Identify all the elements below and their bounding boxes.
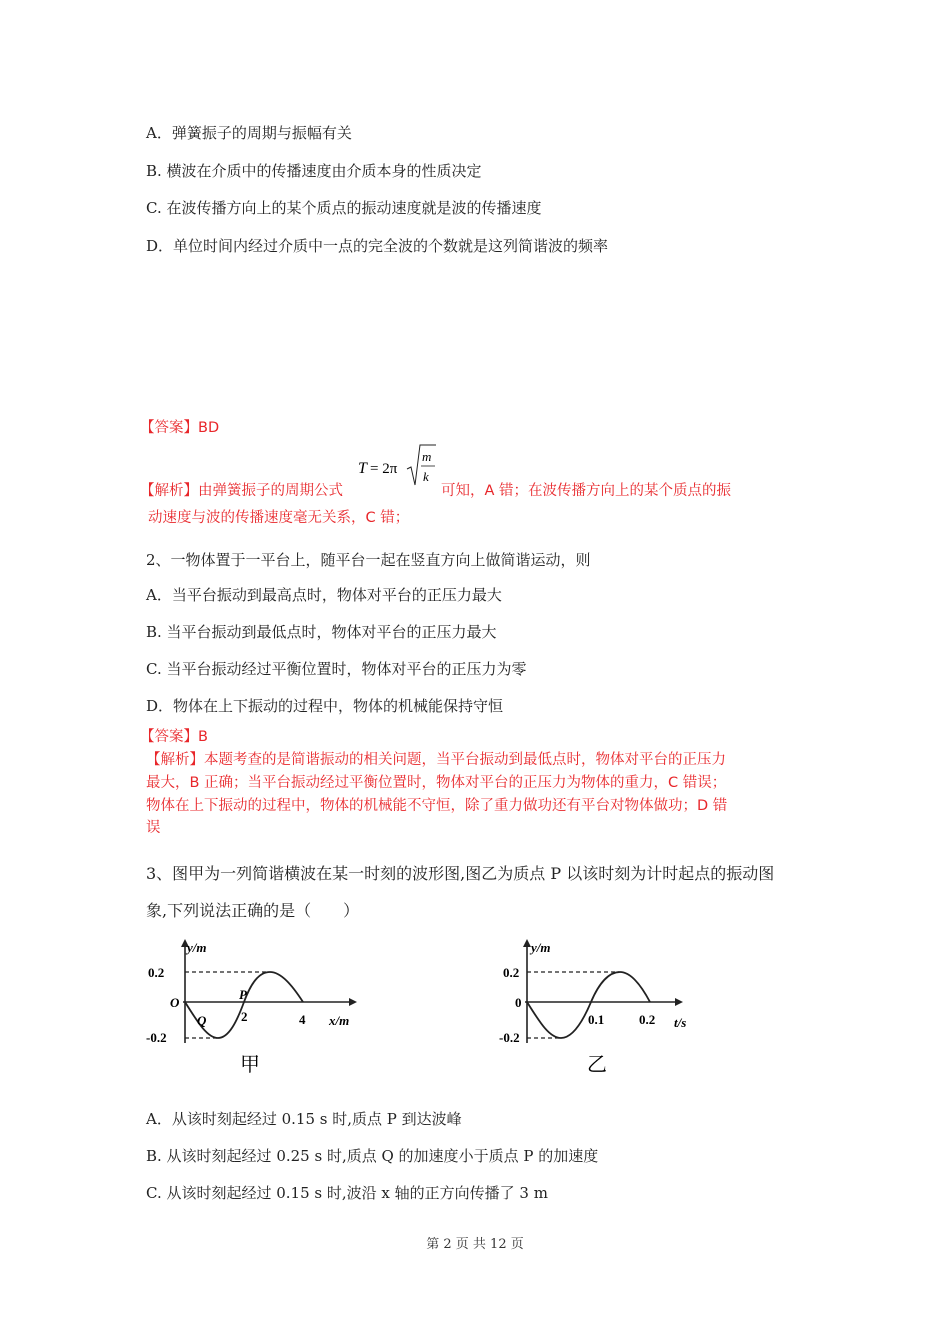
svg-text:0.2: 0.2 bbox=[148, 965, 165, 980]
q1-option-b: B. 横波在介质中的传播速度由介质本身的性质决定 bbox=[146, 162, 482, 180]
svg-text:x/m: x/m bbox=[329, 1013, 350, 1028]
svg-text:-0.2: -0.2 bbox=[146, 1030, 167, 1045]
q2-analysis-line4: 误 bbox=[146, 820, 161, 836]
svg-text:甲: 甲 bbox=[240, 1052, 260, 1076]
q2-option-c: C. 当平台振动经过平衡位置时，物体对平台的正压力为零 bbox=[146, 660, 527, 678]
q2-analysis-line2: 最大，B 正确；当平台振动经过平衡位置时，物体对平台的正压力为物体的重力，C 错误； bbox=[146, 775, 727, 791]
q3-option-a: A．从该时刻起经过 0.15 s 时,质点 P 到达波峰 bbox=[146, 1110, 462, 1128]
svg-text:4: 4 bbox=[299, 1012, 306, 1027]
svg-text:y/m: y/m bbox=[531, 940, 551, 955]
q2-option-a: A．当平台振动到最高点时，物体对平台的正压力最大 bbox=[146, 586, 502, 604]
svg-text:T: T bbox=[358, 460, 367, 477]
svg-text:-0.2: -0.2 bbox=[499, 1030, 520, 1045]
page-footer: 第 2 页 共 12 页 bbox=[426, 1237, 524, 1252]
q2-option-b: B. 当平台振动到最低点时，物体对平台的正压力最大 bbox=[146, 623, 497, 641]
q1-analysis-suffix: 可知，A 错；在波传播方向上的某个质点的振 bbox=[441, 483, 732, 499]
q3-option-b: B. 从该时刻起经过 0.25 s 时,质点 Q 的加速度小于质点 P 的加速度 bbox=[146, 1147, 599, 1165]
q1-analysis-line2: 动速度与波的传播速度毫无关系，C 错； bbox=[148, 510, 410, 526]
waveform-graph-jia bbox=[145, 935, 365, 1080]
svg-text:t/s: t/s bbox=[674, 1015, 687, 1030]
q1-option-a: A．弹簧振子的周期与振幅有关 bbox=[146, 124, 352, 142]
q2-stem: 2、一物体置于一平台上，随平台一起在竖直方向上做简谐运动，则 bbox=[146, 551, 591, 569]
svg-text:k: k bbox=[423, 469, 429, 484]
q3-stem-line2: 象,下列说法正确的是（ ） bbox=[146, 901, 360, 920]
svg-text:= 2π: = 2π bbox=[370, 461, 398, 477]
q2-option-d: D．物体在上下振动的过程中，物体的机械能保持守恒 bbox=[146, 697, 504, 715]
svg-text:0.2: 0.2 bbox=[503, 965, 520, 980]
svg-text:0.1: 0.1 bbox=[588, 1012, 605, 1027]
vibration-graph-yi bbox=[495, 935, 715, 1080]
q1-option-c: C. 在波传播方向上的某个质点的振动速度就是波的传播速度 bbox=[146, 199, 542, 217]
q2-analysis-line1: 【解析】本题考查的是简谐振动的相关问题，当平台振动到最低点时，物体对平台的正压力 bbox=[146, 752, 726, 768]
svg-text:0: 0 bbox=[515, 995, 522, 1010]
svg-text:乙: 乙 bbox=[587, 1052, 607, 1076]
svg-text:m: m bbox=[422, 449, 432, 464]
q1-analysis-prefix: 【解析】由弹簧振子的周期公式 bbox=[140, 483, 343, 499]
svg-text:Q: Q bbox=[197, 1013, 207, 1028]
q2-answer: 【答案】B bbox=[140, 729, 208, 745]
svg-text:0.2: 0.2 bbox=[639, 1012, 656, 1027]
svg-text:O: O bbox=[170, 995, 180, 1010]
q3-option-c: C. 从该时刻起经过 0.15 s 时,波沿 x 轴的正方向传播了 3 m bbox=[146, 1184, 548, 1202]
svg-text:2: 2 bbox=[241, 1009, 248, 1024]
period-formula bbox=[356, 441, 438, 495]
q1-answer: 【答案】BD bbox=[140, 420, 220, 436]
q2-analysis-line3: 物体在上下振动的过程中，物体的机械能不守恒，除了重力做功还有平台对物体做功；D 错 bbox=[146, 798, 728, 814]
svg-text:y/m: y/m bbox=[187, 940, 207, 955]
q3-stem-line1: 3、图甲为一列简谐横波在某一时刻的波形图,图乙为质点 P 以该时刻为计时起点的振动图 bbox=[146, 864, 775, 883]
svg-text:P: P bbox=[239, 987, 247, 1002]
q1-option-d: D．单位时间内经过介质中一点的完全波的个数就是这列简谐波的频率 bbox=[146, 237, 609, 255]
